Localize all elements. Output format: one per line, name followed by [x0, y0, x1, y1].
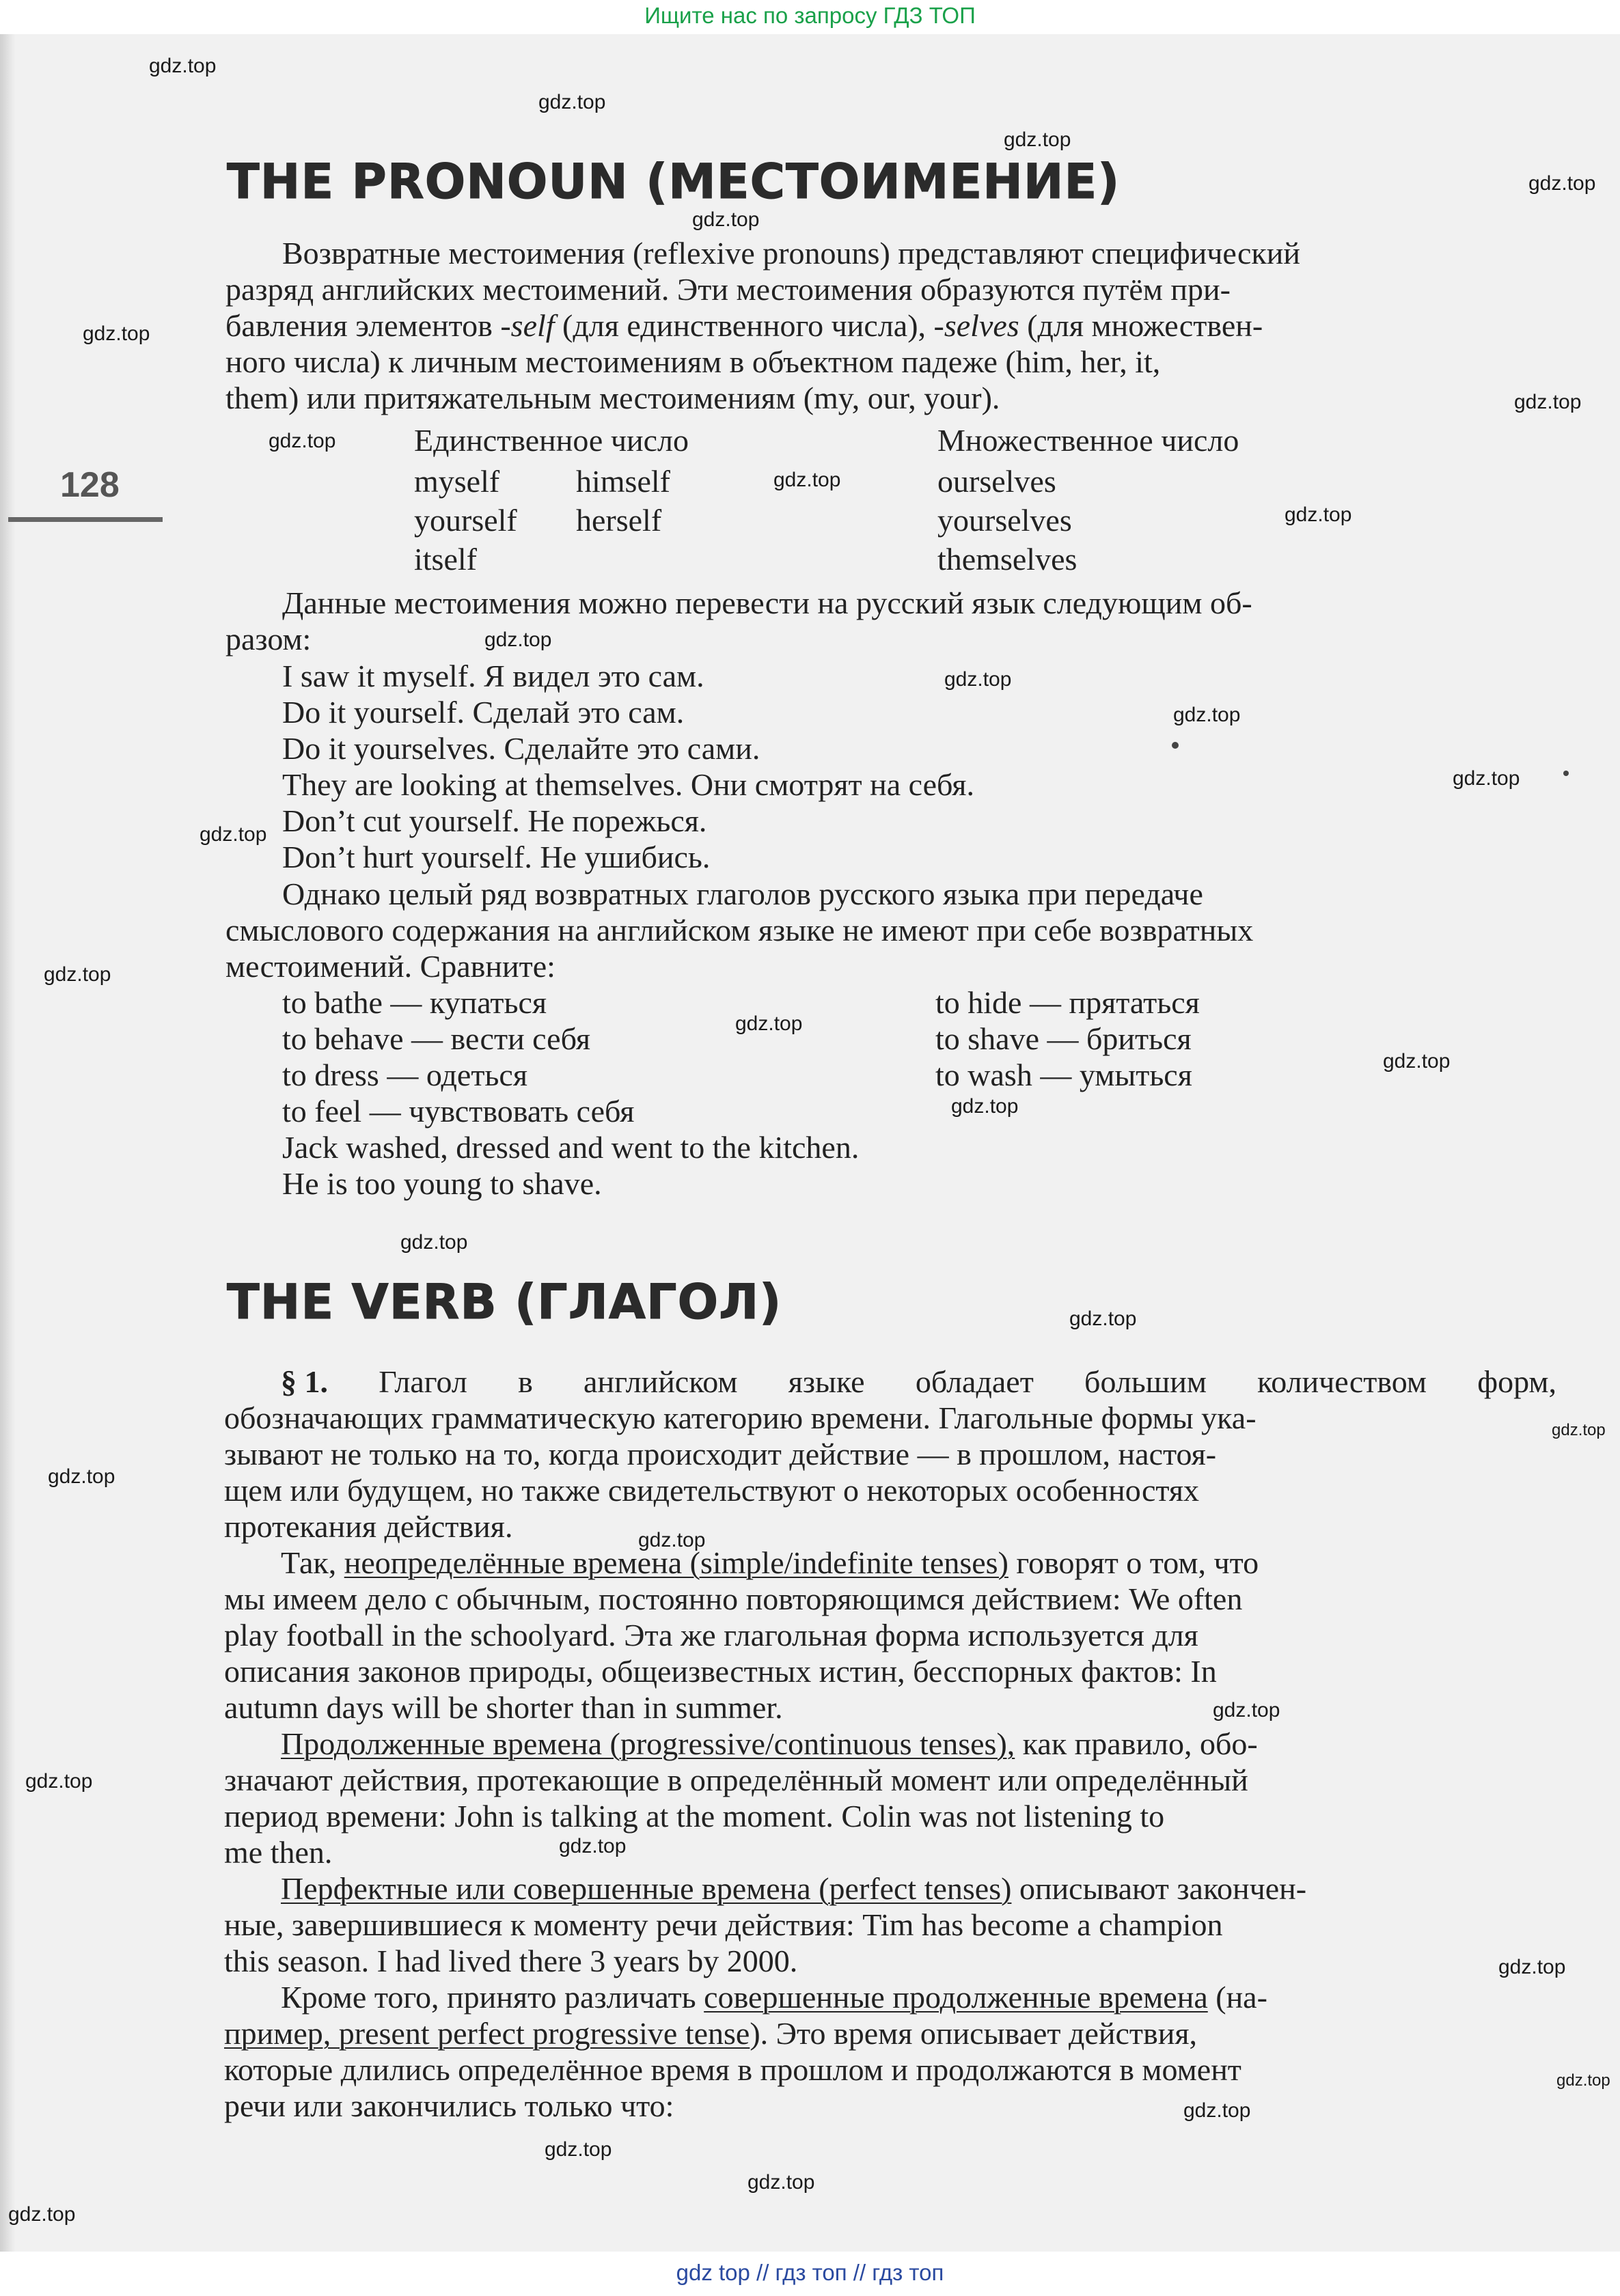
text-line: [224, 1472, 1556, 1508]
watermark: gdz.top: [1552, 1421, 1606, 1439]
watermark: gdz.top: [44, 963, 111, 986]
translation-intro: [225, 585, 1558, 657]
watermark: gdz.top: [1514, 391, 1582, 413]
watermark: gdz.top: [1069, 1308, 1137, 1330]
text-line: [224, 1508, 1556, 1545]
watermark: gdz.top: [773, 469, 841, 491]
pronoun-heading: THE PRONOUN (МЕСТОИМЕНИЕ): [227, 154, 1121, 210]
text-line: [224, 2051, 1556, 2088]
watermark: gdz.top: [1498, 1956, 1566, 1978]
pronoun-item: itself: [414, 542, 477, 577]
suffix-selves: -selves: [933, 308, 1019, 343]
text-line: [224, 1653, 1556, 1689]
text-segment: смыслового содержания на английском языке не имеют при себе возвратных: [225, 913, 1254, 948]
term-perfect-continuous: совершенные продолженные времена: [704, 1980, 1208, 2015]
page-edge-shadow: [0, 34, 15, 2252]
text-segment: autumn days will be shorter than in summer.: [224, 1690, 783, 1725]
text-segment: щем или будущем, но также свидетельствуют о некоторых особенностях: [224, 1473, 1200, 1508]
term-simple-tenses: неопределённые времена (simple/indefinite tenses): [344, 1545, 1008, 1580]
text-segment: this season. I had lived there 3 years by 2000.: [224, 1944, 798, 1978]
text-line: [225, 344, 1558, 380]
singular-header: Единственное число: [414, 423, 689, 458]
verb-paragraph-2: [224, 1545, 1556, 1726]
compare-item: to feel — чувствовать себя: [282, 1094, 635, 1129]
text-segment: как правило, обо-: [1015, 1726, 1258, 1761]
compare-right-column: [935, 984, 1550, 1093]
text-line: [224, 1400, 1556, 1436]
pronoun-item: himself: [576, 464, 670, 499]
term-present-perfect-progressive: пример, present perfect progressive tense: [224, 2016, 750, 2051]
text-segment: play football in the schoolyard. Эта же глагольная форма используется для: [224, 1618, 1198, 1652]
text-segment: значают действия, протекающие в определённый момент или определённый: [224, 1762, 1248, 1797]
print-speck: [1563, 771, 1569, 776]
pronoun-item: myself: [414, 464, 500, 499]
final-examples: [282, 1129, 1553, 1202]
text-line: [225, 876, 1558, 912]
text-segment: Однако целый ряд возвратных глаголов русского языка при передаче: [282, 876, 1203, 911]
text-segment: обозначающих грамматическую категорию времени. Глагольные формы ука-: [224, 1400, 1257, 1435]
text-line: [224, 2015, 1556, 2051]
text-segment: разряд английских местоимений. Эти местоимения образуются путём при-: [225, 272, 1231, 307]
plural-header: Множественное число: [937, 423, 1239, 458]
watermark: gdz.top: [1383, 1050, 1451, 1073]
section-number: § 1.: [281, 1364, 328, 1399]
example-line: Jack washed, dressed and went to the kitchen.: [282, 1130, 860, 1165]
text-line: [224, 1436, 1556, 1472]
singular-column-1: [414, 462, 517, 579]
text-line: [224, 2088, 1556, 2124]
singular-column-2: [576, 462, 670, 540]
compare-item: to shave — бриться: [935, 1021, 1192, 1056]
text-segment: Так,: [281, 1545, 344, 1580]
watermark: gdz.top: [25, 1770, 93, 1793]
text-segment: Возвратные местоимения (reflexive pronouns) представляют специфический: [282, 236, 1300, 271]
text-line: [224, 1617, 1556, 1653]
watermark: gdz.top: [83, 322, 150, 345]
text-line: [225, 621, 1558, 657]
text-segment: протекания действия.: [224, 1509, 513, 1544]
text-segment: описывают закончен-: [1011, 1871, 1307, 1906]
pronoun-item: themselves: [937, 542, 1077, 577]
example-line: Do it yourself. Сделай это сам.: [282, 695, 685, 730]
text-segment: Кроме того, принято различать: [281, 1980, 704, 2015]
watermark: gdz.top: [400, 1231, 468, 1254]
verb-paragraph-3: [224, 1726, 1556, 1870]
pronoun-item: herself: [576, 503, 662, 538]
text-segment: период времени: John is talking at the moment. Colin was not listening to: [224, 1799, 1165, 1834]
watermark: gdz.top: [747, 2171, 815, 2194]
text-segment: ного числа) к личным местоимениям в объектном падеже (him, her, it,: [225, 344, 1161, 379]
text-segment: Данные местоимения можно перевести на русский язык следующим об-: [282, 585, 1252, 620]
example-line: Don’t cut yourself. Не порежься.: [282, 803, 707, 838]
watermark: gdz.top: [559, 1835, 627, 1857]
pronoun-intro-paragraph: [225, 235, 1558, 416]
text-line: [224, 1907, 1556, 1943]
watermark: gdz.top: [1453, 767, 1520, 790]
example-line: I saw it myself. Я видел это сам.: [282, 659, 704, 693]
text-line: [224, 1726, 1556, 1762]
watermark: gdz.top: [1183, 2099, 1251, 2122]
pronoun-item: yourselves: [937, 503, 1072, 538]
reflexive-verbs-intro: [225, 876, 1558, 984]
watermark: gdz.top: [1528, 172, 1596, 195]
text-line: [224, 1870, 1556, 1907]
watermark: gdz.top: [484, 628, 552, 651]
verb-paragraph-1: [224, 1364, 1556, 1545]
watermark: gdz.top: [8, 2203, 76, 2226]
text-segment: которые длились определённое время в прошлом и продолжаются в момент: [224, 2052, 1241, 2087]
term-perfect-tenses: Перфектные или совершенные времена (perfect tenses): [281, 1871, 1012, 1906]
watermark: gdz.top: [1556, 2071, 1610, 2090]
example-line: Do it yourselves. Сделайте это сами.: [282, 731, 760, 766]
text-line: [225, 948, 1558, 984]
watermark: gdz.top: [951, 1095, 1019, 1118]
text-segment: them) или притяжательным местоимениям (my, our, your).: [225, 381, 1000, 415]
watermark: gdz.top: [545, 2138, 612, 2161]
text-line: [224, 1689, 1556, 1726]
text-line: [224, 1834, 1556, 1870]
text-segment: бавления элементов: [225, 308, 501, 343]
text-line: [224, 1943, 1556, 1979]
verb-heading: THE VERB (ГЛАГОЛ): [227, 1274, 782, 1330]
text-line: [224, 1364, 1556, 1400]
text-segment: местоимений. Сравните:: [225, 949, 555, 984]
example-line: He is too young to shave.: [282, 1166, 602, 1201]
compare-item: to dress — одеться: [282, 1057, 527, 1092]
watermark: gdz.top: [638, 1529, 706, 1551]
watermark: gdz.top: [538, 91, 606, 113]
term-continuous-tenses: Продолженные времена (progressive/continuous tenses),: [281, 1726, 1015, 1761]
watermark: gdz.top: [269, 430, 336, 452]
text-line: [224, 1798, 1556, 1834]
example-line: They are looking at themselves. Они смотрят на себя.: [282, 767, 974, 802]
bottom-banner[interactable]: gdz top // гдз топ // гдз топ: [676, 2260, 944, 2285]
text-segment: (на-: [1207, 1980, 1267, 2015]
text-line: [224, 1545, 1556, 1581]
text-segment: Глагол в английском языке обладает большим количеством форм,: [328, 1364, 1556, 1399]
watermark: gdz.top: [735, 1012, 803, 1035]
page-number: 128: [60, 465, 120, 505]
watermark: gdz.top: [1285, 503, 1352, 526]
reflexive-examples: [282, 658, 1553, 875]
text-line: [225, 271, 1558, 307]
compare-left-column: [282, 984, 897, 1129]
text-segment: (для множествен-: [1019, 308, 1263, 343]
suffix-self: -self: [500, 308, 555, 343]
text-line: [225, 380, 1558, 416]
watermark: gdz.top: [1004, 128, 1071, 151]
text-segment: me then.: [224, 1835, 333, 1870]
text-segment: разом:: [225, 622, 312, 656]
pronoun-item: ourselves: [937, 464, 1056, 499]
watermark: gdz.top: [200, 823, 267, 846]
watermark: gdz.top: [48, 1465, 115, 1488]
text-line: [225, 307, 1558, 344]
text-line: [224, 1762, 1556, 1798]
top-banner[interactable]: Ищите нас по запросу ГДЗ ТОП: [644, 3, 976, 28]
text-line: [224, 1979, 1556, 2015]
pronoun-item: yourself: [414, 503, 517, 538]
text-line: [225, 585, 1558, 621]
text-line: [225, 912, 1558, 948]
compare-item: to wash — умыться: [935, 1057, 1192, 1092]
text-segment: речи или закончились только что:: [224, 2088, 674, 2123]
plural-column: [937, 462, 1077, 579]
verb-paragraph-5: [224, 1979, 1556, 2124]
example-line: Don’t hurt yourself. Не ушибись.: [282, 840, 711, 874]
compare-item: to hide — прятаться: [935, 985, 1200, 1020]
text-segment: говорят о том, что: [1008, 1545, 1259, 1580]
watermark: gdz.top: [1213, 1699, 1280, 1721]
text-segment: зывают не только на то, когда происходит действие — в прошлом, настоя-: [224, 1437, 1217, 1471]
verb-paragraph-4: [224, 1870, 1556, 1979]
watermark: gdz.top: [149, 55, 217, 77]
page-number-rule: [8, 517, 163, 522]
text-segment: ). Это время описывает действия,: [750, 2016, 1197, 2051]
text-line: [225, 235, 1558, 271]
compare-item: to behave — вести себя: [282, 1021, 590, 1056]
watermark: gdz.top: [1173, 704, 1241, 726]
watermark: gdz.top: [692, 208, 760, 231]
text-line: [224, 1581, 1556, 1617]
text-segment: мы имеем дело с обычным, постоянно повторяющимся действием: We often: [224, 1581, 1243, 1616]
text-segment: описания законов природы, общеизвестных истин, бесспорных фактов: In: [224, 1654, 1217, 1689]
text-segment: ные, завершившиеся к моменту речи действия: Tim has become a champion: [224, 1907, 1223, 1942]
compare-item: to bathe — купаться: [282, 985, 547, 1020]
watermark: gdz.top: [944, 668, 1012, 691]
text-segment: (для единственного числа),: [554, 308, 934, 343]
print-speck: [1172, 742, 1179, 749]
